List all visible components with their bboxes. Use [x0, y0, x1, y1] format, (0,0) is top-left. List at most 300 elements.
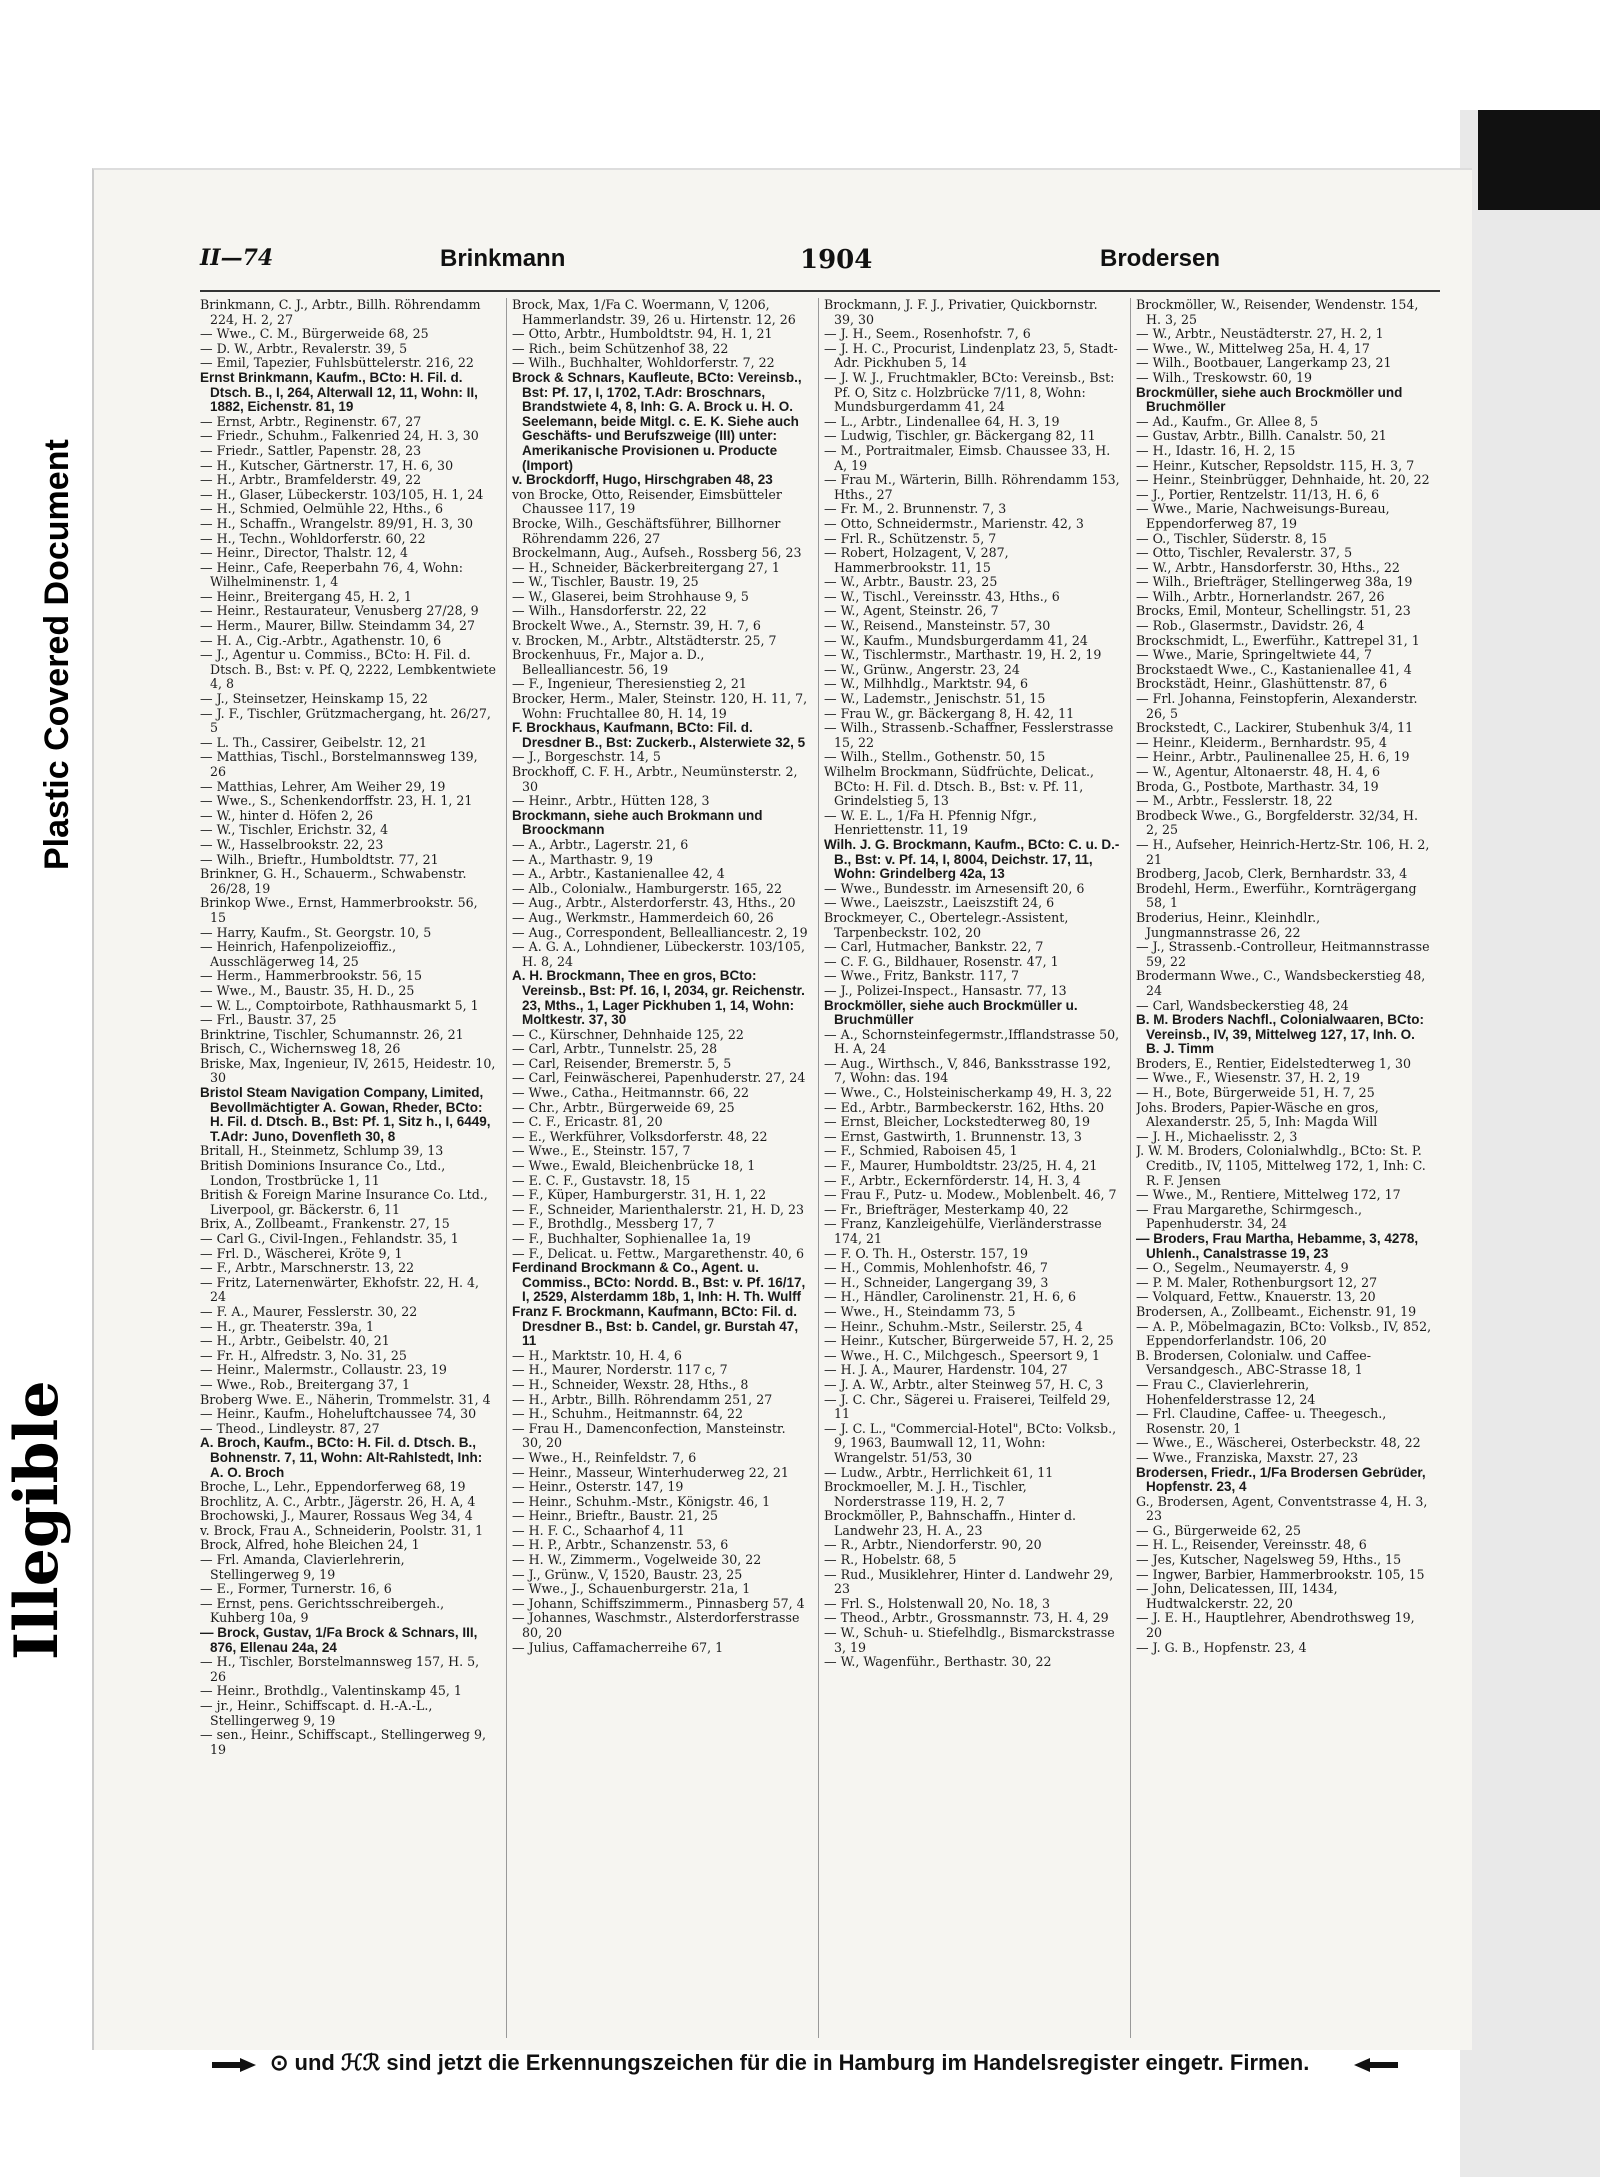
directory-entry: — Rich., beim Schützenhof 38, 22 — [512, 340, 729, 356]
directory-entry: — H. J. A., Maurer, Hardenstr. 104, 27 — [824, 1362, 1068, 1378]
directory-column-2 — [512, 298, 808, 2038]
directory-entry: — J. A. W., Arbtr., alter Steinweg 57, H. C, 3 — [824, 1376, 1104, 1392]
directory-entry: — Wwe., Catha., Heitmannstr. 66, 22 — [512, 1085, 750, 1101]
directory-entry: F. Brockhaus, Kaufmann, BCto: Fil. d. Dresdner B., Bst: Zuckerb., Alsterwiete 32, 5 — [512, 720, 806, 750]
directory-entry: — H. F. C., Schaarhof 4, 11 — [512, 1522, 685, 1538]
directory-entry: British & Foreign Marine Insurance Co. Ltd., Liverpool, gr. Bäckerstr. 6, 11 — [200, 1187, 488, 1217]
directory-entry: — Ed., Arbtr., Barmbeckerstr. 162, Hths. 20 — [824, 1099, 1105, 1115]
directory-entry: Brockelt Wwe., A., Sternstr. 39, H. 7, 6 — [512, 618, 761, 634]
directory-entry: — Wwe., H. C., Milchgesch., Speersort 9, 1 — [824, 1347, 1101, 1363]
directory-entry: — Heinr., Kleiderm., Bernhardstr. 95, 4 — [1136, 734, 1387, 750]
directory-entry: — Heinr., Arbtr., Paulinenallee 25, H. 6, 19 — [1136, 749, 1410, 765]
directory-entry: Brockmöller, W., Reisender, Wendenstr. 154, H. 3, 25 — [1136, 298, 1419, 327]
directory-entry: — Chr., Arbtr., Bürgerweide 69, 25 — [512, 1099, 735, 1115]
directory-entry: — Heinr., Steinbrügger, Dehnhaide, ht. 20, 22 — [1136, 472, 1430, 488]
directory-entry: — Robert, Holzagent, V, 287, Hammerbrookstr. 11, 15 — [824, 545, 1009, 575]
directory-entry: — J. G. B., Hopfenstr. 23, 4 — [1136, 1639, 1307, 1655]
directory-entry: — J., Agentur u. Commiss., BCto: H. Fil. d. Dtsch. B., Bst: v. Pf. Q, 2222, Lembkentwiete 4, 8 — [200, 647, 496, 692]
directory-entry: — Frl., Baustr. 37, 25 — [200, 1012, 337, 1028]
directory-entry: Brockmöller, siehe auch Brockmüller u. Bruchmüller — [824, 997, 1078, 1028]
directory-entry: — Theod., Arbtr., Grossmannstr. 73, H. 4, 29 — [824, 1610, 1109, 1626]
directory-entry: Brochowski, J., Maurer, Rossaus Weg 34, 4 — [200, 1508, 473, 1524]
directory-entry: — H., Aufseher, Heinrich-Hertz-Str. 106, H. 2, 21 — [1136, 836, 1430, 867]
directory-entry: — Wwe., Marie, Nachweisungs-Bureau, Eppendorferweg 87, 19 — [1136, 501, 1390, 531]
directory-entry: — John, Delicatessen, III, 1434, Hudtwalckerstr. 22, 20 — [1136, 1581, 1338, 1611]
directory-entry: — Wwe., C., Holsteinischerkamp 49, H. 3, 22 — [824, 1085, 1113, 1101]
page-reference: II—74 — [200, 245, 274, 271]
directory-entry: v. Brock, Frau A., Schneiderin, Poolstr. 31, 1 — [200, 1522, 484, 1538]
directory-entry: — Frau Margarethe, Schirmgesch., Papenhuderstr. 34, 24 — [1136, 1201, 1363, 1232]
directory-entry: — A. P., Möbelmagazin, BCto: Volksb., IV, 852, Eppendorferlandstr. 106, 20 — [1136, 1318, 1432, 1349]
directory-entry: — H., Idastr. 16, H. 2, 15 — [1136, 442, 1296, 458]
directory-entry: — J. H., Seem., Rosenhofstr. 7, 6 — [824, 326, 1031, 342]
directory-entry: Franz F. Brockmann, Kaufmann, BCto: Fil. d. Dresdner B., Bst: b. Candel, gr. Burstah 47, 11 — [512, 1303, 799, 1349]
directory-entry: J. W. M. Broders, Colonialwhdlg., BCto: St. P. Creditb., IV, 1105, Mittelweg 172, 1, Inh: C. R. F. Jensen — [1136, 1143, 1426, 1188]
directory-entry: — Heinrich, Hafenpolizeioffiz., Ausschlägerweg 14, 25 — [200, 939, 397, 969]
directory-entry: — H., Kutscher, Gärtnerstr. 17, H. 6, 30 — [200, 457, 454, 473]
directory-entry: Ferdinand Brockmann & Co., Agent. u. Commiss., BCto: Nordd. B., Bst: v. Pf. 16/17, I, 2529, Alsterdamm 18b, 1, Inh: H. Th. Wulff — [512, 1260, 806, 1305]
directory-entry: — Wwe., S., Schenkendorffstr. 23, H. 1, 21 — [200, 793, 473, 809]
directory-entry: B. M. Broders Nachfl., Colonialwaaren, BCto: Vereinsb., IV, 39, Mittelweg 127, 17, Inh. O. B. J. Timm — [1136, 1012, 1425, 1057]
directory-entry: Brochlitz, A. C., Arbtr., Jägerstr. 26, H. A, 4 — [200, 1493, 476, 1509]
directory-entry: — H., Arbtr., Bramfelderstr. 49, 22 — [200, 472, 422, 488]
directory-entry: — H., Commis, Mohlenhofstr. 46, 7 — [824, 1260, 1048, 1276]
directory-entry: — Frl. R., Schützenstr. 5, 7 — [824, 530, 997, 546]
directory-entry: — Heinr., Restaurateur, Venusberg 27/28, 9 — [200, 603, 479, 619]
directory-entry: — Brock, Gustav, 1/Fa Brock & Schnars, III, 876, Ellenau 24a, 24 — [200, 1625, 478, 1655]
directory-entry: Broda, G., Postbote, Marthastr. 34, 19 — [1136, 778, 1379, 794]
directory-entry: — Frl. D., Wäscherei, Kröte 9, 1 — [200, 1245, 403, 1261]
directory-entry: — D. W., Arbtr., Revalerstr. 39, 5 — [200, 340, 408, 356]
directory-entry: Brodbeck Wwe., G., Borgfelderstr. 32/34, H. 2, 25 — [1136, 807, 1418, 838]
directory-entry: — Wilh., Hansdorferstr. 22, 22 — [512, 603, 707, 619]
directory-entry: — Carl, Feinwäscherei, Papenhuderstr. 27, 24 — [512, 1070, 806, 1086]
directory-entry: — Matthias, Lehrer, Am Weiher 29, 19 — [200, 778, 446, 794]
directory-entry: Brisch, C., Wichernsweg 18, 26 — [200, 1041, 401, 1057]
directory-entry: — Otto, Tischler, Revalerstr. 37, 5 — [1136, 545, 1353, 561]
directory-entry: — Fr. M., 2. Brunnenstr. 7, 3 — [824, 501, 1007, 517]
directory-entry: — E., Werkführer, Volksdorferstr. 48, 22 — [512, 1128, 768, 1144]
directory-entry: — Ludw., Arbtr., Herrlichkeit 61, 11 — [824, 1464, 1054, 1480]
directory-entry: Brockstaedt Wwe., C., Kastanienallee 41, 4 — [1136, 661, 1412, 677]
directory-entry: — O., Tischler, Süderstr. 8, 15 — [1136, 530, 1327, 546]
side-margin — [0, 0, 90, 2177]
directory-entry: — Wwe., W., Mittelweg 25a, H. 4, 17 — [1136, 340, 1370, 356]
directory-entry: — W., Agentur, Altonaerstr. 48, H. 4, 6 — [1136, 764, 1380, 779]
directory-entry: — Ernst, Bleicher, Lockstedterweg 80, 19 — [824, 1114, 1091, 1130]
directory-entry: — Carl, Reisender, Bremerstr. 5, 5 — [512, 1055, 732, 1071]
directory-entry: Brockmann, siehe auch Brokmann und Broockmann — [512, 807, 763, 838]
directory-entry: — Herm., Maurer, Billw. Steindamm 34, 27 — [200, 618, 476, 634]
directory-entry: — Herm., Hammerbrookstr. 56, 15 — [200, 968, 422, 984]
directory-entry: — F., Schneider, Marienthalerstr. 21, H. D, 23 — [512, 1201, 804, 1217]
directory-entry: Broderius, Heinr., Kleinhdlr., Jungmannstrasse 26, 22 — [1136, 909, 1321, 940]
directory-entry: Brodersen, A., Zollbeamt., Eichenstr. 91, 19 — [1136, 1303, 1417, 1319]
directory-entry: — Fr., Briefträger, Mesterkamp 40, 22 — [824, 1201, 1069, 1217]
directory-entry: Bristol Steam Navigation Company, Limited, Bevollmächtigter A. Gowan, Rheder, BCto: H. Fil. d. Dtsch. B., Bst: Pf. 1, Sitz h., I, 6449, T.Adr: Juno, Dovenfleth 30, 8 — [200, 1085, 491, 1144]
directory-entry: — W., Tischler, Baustr. 19, 25 — [512, 574, 699, 590]
directory-entry: — Wilh., Strassenb.-Schaffner, Fesslerstrasse 15, 22 — [824, 720, 1114, 750]
directory-entry: Brockelmann, Aug., Aufseh., Rossberg 56, 23 — [512, 545, 802, 561]
directory-entry: — Julius, Caffamacherreihe 67, 1 — [512, 1639, 724, 1655]
directory-entry: British Dominions Insurance Co., Ltd., London, Trostbrücke 1, 11 — [200, 1158, 446, 1188]
directory-entry: Britall, H., Steinmetz, Schlump 39, 13 — [200, 1143, 444, 1159]
directory-entry: — Heinr., Director, Thalstr. 12, 4 — [200, 545, 409, 561]
directory-entry: — Wwe., H., Steindamm 73, 5 — [824, 1303, 1016, 1319]
directory-entry: — W. L., Comptoirbote, Rathhausmarkt 5, 1 — [200, 997, 479, 1013]
directory-entry: Brockmoeller, M. J. H., Tischler, Norderstrasse 119, H. 2, 7 — [824, 1479, 1027, 1509]
directory-entry: — J. E. H., Hauptlehrer, Abendrothsweg 19, 20 — [1136, 1610, 1415, 1641]
directory-entry: Brodermann Wwe., C., Wandsbeckerstieg 48, 24 — [1136, 968, 1426, 998]
directory-entry: — F., Arbtr., Marschnerstr. 13, 22 — [200, 1260, 415, 1276]
directory-entry: — H. L., Reisender, Vereinsstr. 48, 6 — [1136, 1537, 1367, 1553]
directory-entry: — Friedr., Schuhm., Falkenried 24, H. 3, 30 — [200, 428, 479, 444]
directory-entry: — F., Küper, Hamburgerstr. 31, H. 1, 22 — [512, 1187, 767, 1203]
directory-entry: — P. M. Maler, Rothenburgsort 12, 27 — [1136, 1274, 1378, 1290]
directory-entry: Brock, Max, 1/Fa C. Woermann, V, 1206, Hammerlandstr. 39, 26 u. Hirtenstr. 12, 26 — [512, 298, 796, 327]
footer-note: ⊙ und ℋℛ sind jetzt die Erkennungszeichen für die in Hamburg im Handelsregister eingetr. Firmen. — [270, 2050, 1310, 2075]
directory-entry: — Heinr., Brothdlg., Valentinskamp 45, 1 — [200, 1683, 462, 1699]
directory-entry: Brockstädt, Heinr., Glashüttenstr. 87, 6 — [1136, 676, 1388, 692]
directory-entry: — Carl, Hutmacher, Bankstr. 22, 7 — [824, 939, 1044, 955]
directory-entry: — Heinr., Schuhm.-Mstr., Königstr. 46, 1 — [512, 1493, 771, 1509]
directory-entry: — H., Techn., Wohldorferstr. 60, 22 — [200, 530, 426, 546]
directory-entry: — W., Agent, Steinstr. 26, 7 — [824, 603, 999, 619]
directory-entry: — C. F., Ericastr. 81, 20 — [512, 1114, 663, 1130]
directory-entry: — H. P., Arbtr., Schanzenstr. 53, 6 — [512, 1537, 729, 1553]
directory-entry: — H., Schneider, Wexstr. 28, Hths., 8 — [512, 1376, 749, 1392]
directory-entry: — H., Schmied, Oelmühle 22, Hths., 6 — [200, 501, 443, 517]
directory-entry: Brockmann, J. F. J., Privatier, Quickbornstr. 39, 30 — [824, 298, 1098, 327]
directory-entry: v. Brocken, M., Arbtr., Altstädterstr. 25, 7 — [512, 632, 777, 648]
directory-entry: — F., Buchhalter, Sophienallee 1a, 19 — [512, 1231, 751, 1246]
directory-entry: — Wwe., F., Wiesenstr. 37, H. 2, 19 — [1136, 1070, 1361, 1086]
directory-entry: — F., Brothdlg., Messberg 17, 7 — [512, 1216, 715, 1232]
directory-entry: — Carl, Arbtr., Tunnelstr. 25, 28 — [512, 1041, 718, 1057]
directory-entry: — J. F., Tischler, Grützmachergang, ht. 26/27, 5 — [200, 705, 491, 736]
directory-entry: — W., Tischler, Erichstr. 32, 4 — [200, 822, 389, 838]
directory-entry: — J., Portier, Rentzelstr. 11/13, H. 6, 6 — [1136, 486, 1380, 502]
directory-entry: — Wilh., Briefträger, Stellingerweg 38a, 19 — [1136, 574, 1413, 590]
directory-entry: — J., Borgeschstr. 14, 5 — [512, 749, 661, 765]
directory-entry: — jr., Heinr., Schiffscapt. d. H.-A.-L., Stellingerweg 9, 19 — [200, 1698, 433, 1728]
directory-entry: Wilh. J. G. Brockmann, Kaufm., BCto: C. u. D.-B., Bst: v. Pf. 14, I, 8004, Deichstr. 17, 11, Wohn: Grindelberg 42a, 13 — [824, 836, 1120, 882]
directory-entry: Brockmüller, siehe auch Brockmöller und Bruchmöller — [1136, 384, 1403, 415]
directory-entry: — F., Delicat. u. Fettw., Margarethenstr. 40, 6 — [512, 1245, 805, 1261]
directory-entry: — J., Strassenb.-Controlleur, Heitmannstrasse 59, 22 — [1136, 939, 1430, 969]
directory-entry: — A., Arbtr., Kastanienallee 42, 4 — [512, 866, 725, 882]
directory-entry: — A., Marthastr. 9, 19 — [512, 851, 654, 867]
directory-entry: von Brocke, Otto, Reisender, Eimsbütteler Chaussee 117, 19 — [512, 486, 782, 517]
directory-entry: — Wwe., Bundesstr. im Arnesensift 20, 6 — [824, 880, 1085, 896]
directory-entry: G., Brodersen, Agent, Conventstrasse 4, H. 3, 23 — [1136, 1493, 1428, 1524]
page-footer — [210, 2050, 1440, 2086]
directory-entry: Wilhelm Brockmann, Südfrüchte, Delicat., BCto: H. Fil. d. Dtsch. B., Bst: v. Pf. 11, Grindelstieg 5, 13 — [824, 764, 1095, 809]
directory-entry: — W., Glaserei, beim Strohhause 9, 5 — [512, 588, 749, 604]
directory-entry: — Heinr., Brieftr., Baustr. 21, 25 — [512, 1508, 719, 1524]
directory-entry: — Wwe., Ewald, Bleichenbrücke 18, 1 — [512, 1158, 756, 1174]
directory-entry: — Wilh., Buchhalter, Wohldorferstr. 7, 22 — [512, 355, 775, 371]
directory-entry: — M., Portraitmaler, Eimsb. Chaussee 33, H. A, 19 — [824, 442, 1111, 473]
directory-entry: Brockmeyer, C., Obertelegr.-Assistent, Tarpenbeckstr. 102, 20 — [824, 909, 1069, 940]
directory-entry: — H., Marktstr. 10, H. 4, 6 — [512, 1347, 682, 1363]
directory-entry: — Wwe., Franziska, Maxstr. 27, 23 — [1136, 1449, 1359, 1465]
directory-entry: — F., Arbtr., Eckernförderstr. 14, H. 3, 4 — [824, 1172, 1081, 1188]
directory-entry: — Wwe., C. M., Bürgerweide 68, 25 — [200, 326, 429, 342]
directory-entry: Brodberg, Jacob, Clerk, Bernhardstr. 33, 4 — [1136, 866, 1408, 882]
directory-entry: — Aug., Correspondent, Bellealliancestr. 2, 19 — [512, 924, 808, 940]
directory-entry: — Jes, Kutscher, Nagelsweg 59, Hths., 15 — [1136, 1552, 1402, 1568]
directory-entry: A. Broch, Kaufm., BCto: H. Fil. d. Dtsch. B., Bohnenstr. 7, 11, Wohn: Alt-Rahlstedt, Inh: A. O. Broch — [200, 1435, 483, 1480]
directory-entry: — A., Arbtr., Lagerstr. 21, 6 — [512, 836, 689, 852]
directory-entry: — Frl. Claudine, Caffee- u. Theegesch., Rosenstr. 20, 1 — [1136, 1406, 1387, 1436]
directory-entry: — Wwe., Laeiszstr., Laeiszstift 24, 6 — [824, 895, 1055, 911]
directory-entry: — Ernst, Arbtr., Reginenstr. 67, 27 — [200, 413, 422, 429]
directory-entry: — Aug., Wirthsch., V, 846, Banksstrasse 192, 7, Wohn: das. 194 — [824, 1055, 1111, 1086]
directory-entry: Johs. Broders, Papier-Wäsche en gros, Alexanderstr. 25, 5, Inh: Magda Will — [1136, 1099, 1379, 1130]
directory-entry: — Ingwer, Barbier, Hammerbrookstr. 105, 15 — [1136, 1566, 1425, 1582]
directory-entry: — J. C. Chr., Sägerei u. Fraiserei, Teilfeld 29, 11 — [824, 1391, 1111, 1422]
directory-entry: — Fritz, Laternenwärter, Ekhofstr. 22, H. 4, 24 — [200, 1274, 480, 1305]
directory-entry: — Fr. H., Alfredstr. 3, No. 31, 25 — [200, 1347, 407, 1363]
plastic-covered-label: Plastic Covered Document — [38, 439, 76, 870]
directory-entry: Brinkner, G. H., Schauerm., Schwabenstr. 26/28, 19 — [200, 866, 467, 896]
directory-entry: — W., Wagenführ., Berthastr. 30, 22 — [824, 1654, 1052, 1670]
directory-entry: — Wilh., Treskowstr. 60, 19 — [1136, 369, 1313, 385]
directory-entry: — W., Milhhdlg., Marktstr. 94, 6 — [824, 676, 1029, 692]
directory-entry: — Frau W., gr. Bäckergang 8, H. 42, 11 — [824, 705, 1075, 721]
directory-entry: — W., Arbtr., Baustr. 23, 25 — [824, 574, 998, 590]
directory-entry: — Heinr., Cafe, Reeperbahn 76, 4, Wohn: Wilhelminenstr. 1, 4 — [200, 559, 463, 590]
directory-entry: v. Brockdorff, Hugo, Hirschgraben 48, 23 — [512, 472, 773, 488]
directory-entry: — Wilh., Stellm., Gothenstr. 50, 15 — [824, 749, 1046, 765]
directory-entry: — Heinr., Arbtr., Hütten 128, 3 — [512, 793, 710, 809]
directory-entry: — H. W., Zimmerm., Vogelweide 30, 22 — [512, 1552, 762, 1568]
directory-entry: — H., Bote, Bürgerweide 51, H. 7, 25 — [1136, 1085, 1375, 1101]
directory-entry: — W., Reisend., Mansteinstr. 57, 30 — [824, 618, 1051, 634]
directory-entry: — E., Former, Turnerstr. 16, 6 — [200, 1581, 392, 1597]
header-rule — [200, 290, 1440, 292]
directory-entry: — W., Schuh- u. Stiefelhdlg., Bismarckstrasse 3, 19 — [824, 1625, 1115, 1655]
directory-entry: — C., Kürschner, Dehnhaide 125, 22 — [512, 1026, 744, 1042]
page-header — [200, 245, 1440, 279]
directory-entry: — Wwe., E., Wäscherei, Osterbeckstr. 48, 22 — [1136, 1435, 1421, 1451]
directory-entry: Brinkop Wwe., Ernst, Hammerbrookstr. 56, 15 — [200, 895, 478, 925]
directory-entry: — L., Arbtr., Lindenallee 64, H. 3, 19 — [824, 413, 1060, 429]
directory-entry: Brodersen, Friedr., 1/Fa Brodersen Gebrüder, Hopfenstr. 23, 4 — [1136, 1464, 1426, 1495]
directory-entry: — Carl G., Civil-Ingen., Fehlandstr. 35, 1 — [200, 1231, 459, 1246]
directory-entry: — Johannes, Waschmstr., Alsterdorferstrasse 80, 20 — [512, 1610, 800, 1641]
directory-entry: Brockschmidt, L., Ewerführ., Kattrepel 31, 1 — [1136, 632, 1420, 648]
directory-entry: — Heinr., Malermstr., Collaustr. 23, 19 — [200, 1362, 447, 1378]
directory-entry: — H., Schneider, Bäckerbreitergang 27, 1 — [512, 559, 780, 575]
directory-entry: — J. H. C., Procurist, Lindenplatz 23, 5, Stadt-Adr. Pickhuben 5, 14 — [824, 340, 1118, 371]
directory-entry: Brockmöller, P., Bahnschaffn., Hinter d. Landwehr 23, H. A., 23 — [824, 1508, 1077, 1538]
directory-entry: — R., Arbtr., Niendorferstr. 90, 20 — [824, 1537, 1042, 1553]
directory-entry: — Franz, Kanzleigehülfe, Vierländerstrasse 174, 21 — [824, 1216, 1102, 1246]
directory-entry: — H., Arbtr., Geibelstr. 40, 21 — [200, 1333, 390, 1349]
directory-entry: — Johann, Schiffszimmerm., Pinnasberg 57, 4 — [512, 1595, 805, 1611]
directory-entry: — Matthias, Tischl., Borstelmannsweg 139, 26 — [200, 749, 478, 779]
directory-entry: — J., Steinsetzer, Heinskamp 15, 22 — [200, 691, 428, 707]
directory-entry: — W., Arbtr., Hansdorferstr. 30, Hths., 22 — [1136, 559, 1400, 575]
directory-entry: Brinktrine, Tischler, Schumannstr. 26, 21 — [200, 1026, 464, 1042]
directory-entry: — H., Maurer, Norderstr. 117 c, 7 — [512, 1362, 728, 1378]
directory-entry: — Aug., Werkmstr., Hammerdeich 60, 26 — [512, 909, 774, 925]
header-right-name: Brodersen — [1100, 245, 1221, 272]
directory-entry: — H., gr. Theaterstr. 39a, 1 — [200, 1318, 375, 1334]
directory-entry: — C. F. G., Bildhauer, Rosenstr. 47, 1 — [824, 953, 1059, 969]
directory-entry: Brinkmann, C. J., Arbtr., Billh. Röhrendamm 224, H. 2, 27 — [200, 298, 481, 327]
directory-entry: Brock & Schnars, Kaufleute, BCto: Vereinsb., Bst: Pf. 17, I, 1702, T.Adr: Broschnars, Brandstwiete 4, 8, Inh: G. A. Brock u. H. O. Seelemann, beide Mitgl. c. E. K. Siehe auch Geschäfts- und Berufszweige (III) unter: Amerikanische Provisionen u. Producte (Import) — [512, 369, 802, 473]
directory-entry: Broberg Wwe. E., Näherin, Trommelstr. 31, 4 — [200, 1391, 491, 1407]
directory-entry: Brock, Alfred, hohe Bleichen 24, 1 — [200, 1537, 420, 1553]
directory-entry: — Wwe., Rob., Breitergang 37, 1 — [200, 1376, 410, 1392]
directory-column-4 — [1136, 298, 1432, 2038]
directory-entry: — Frau F., Putz- u. Modew., Moblenbelt. 46, 7 — [824, 1187, 1117, 1203]
pointing-hand-icon — [210, 2050, 260, 2080]
directory-entry: — M., Arbtr., Fesslerstr. 18, 22 — [1136, 793, 1333, 809]
header-year: 1904 — [800, 245, 873, 275]
directory-entry: — Frl. Amanda, Clavierlehrerin, Stellingerweg 9, 19 — [200, 1552, 405, 1582]
directory-entry: — W., Lademstr., Jenischstr. 51, 15 — [824, 691, 1046, 707]
directory-entry: Brockhoff, C. F. H., Arbtr., Neumünsterstr. 2, 30 — [512, 764, 798, 794]
directory-entry: — Friedr., Sattler, Papenstr. 28, 23 — [200, 442, 422, 458]
directory-entry: — E. C. F., Gustavstr. 18, 15 — [512, 1172, 691, 1188]
directory-entry: — Broders, Frau Martha, Hebamme, 3, 4278, Uhlenh., Canalstrasse 19, 23 — [1136, 1231, 1419, 1261]
directory-entry: Brix, A., Zollbeamt., Frankenstr. 27, 15 — [200, 1216, 450, 1232]
directory-entry: — F., Ingenieur, Theresienstieg 2, 21 — [512, 676, 747, 692]
pointing-hand-icon — [1350, 2050, 1400, 2080]
directory-entry: A. H. Brockmann, Thee en gros, BCto: Vereinsb., Bst: Pf. 16, I, 2034, gr. Reichenstr. 23, Mths., 1, Lager Pickhuben 1, 14, Wohn: Moltkestr. 37, 30 — [512, 968, 805, 1028]
directory-entry: — J. H., Michaelisstr. 2, 3 — [1136, 1128, 1298, 1144]
header-left-name: Brinkmann — [440, 245, 566, 272]
directory-entry: — Ernst, pens. Gerichtsschreibergeh., Kuhberg 10a, 9 — [200, 1595, 445, 1626]
directory-entry: — Wwe., Fritz, Bankstr. 117, 7 — [824, 968, 1019, 984]
directory-entry: — Wwe., H., Reinfeldstr. 7, 6 — [512, 1449, 697, 1465]
directory-entry: — L. Th., Cassirer, Geibelstr. 12, 21 — [200, 734, 428, 750]
directory-entry: Brockenhuus, Fr., Major a. D., Bellealliancestr. 56, 19 — [512, 647, 705, 677]
directory-entry: — J. W. J., Fruchtmakler, BCto: Vereinsb., Bst: Pf. O, Sitz c. Holzbrücke 7/11, 8, Wohn: Mundsburgerdamm 41, 24 — [824, 369, 1115, 415]
directory-entry: — W., Grünw., Angerstr. 23, 24 — [824, 661, 1020, 677]
directory-entry: Ernst Brinkmann, Kaufm., BCto: H. Fil. d. Dtsch. B., I, 264, Alterwall 12, 11, Wohn: II, 1882, Eichenstr. 81, 19 — [200, 369, 478, 415]
directory-entry: Brocker, Herm., Maler, Steinstr. 120, H. 11, 7, Wohn: Fruchtallee 80, H. 14, 19 — [512, 691, 808, 721]
directory-entry: — F. A., Maurer, Fesslerstr. 30, 22 — [200, 1303, 418, 1319]
directory-entry: — H., Glaser, Lübeckerstr. 103/105, H. 1, 24 — [200, 486, 484, 502]
directory-entry: — Wwe., M., Rentiere, Mittelweg 172, 17 — [1136, 1187, 1401, 1203]
directory-entry: — Wwe., Marie, Springeltwiete 44, 7 — [1136, 647, 1372, 663]
directory-entry: — sen., Heinr., Schiffscapt., Stellingerweg 9, 19 — [200, 1727, 486, 1757]
directory-entry: — Heinr., Schuhm.-Mstr., Seilerstr. 25, 4 — [824, 1318, 1083, 1334]
directory-entry: — H., Händler, Carolinenstr. 21, H. 6, 6 — [824, 1289, 1077, 1305]
directory-entry: — W., Tischlermstr., Marthastr. 19, H. 2, 19 — [824, 647, 1102, 663]
directory-entry: — Carl, Wandsbeckerstieg 48, 24 — [1136, 997, 1349, 1013]
directory-entry: — Wwe., E., Steinstr. 157, 7 — [512, 1143, 691, 1159]
directory-entry: — W., Arbtr., Neustädterstr. 27, H. 2, 1 — [1136, 326, 1384, 342]
directory-entry: — J. C. L., "Commercial-Hotel", BCto: Volksb., 9, 1963, Baumwall 12, 11, Wohn: Wrangelstr. 51/53, 30 — [824, 1420, 1117, 1465]
directory-entry: — Theod., Lindleystr. 87, 27 — [200, 1420, 380, 1436]
directory-entry: — Ad., Kaufm., Gr. Allee 8, 5 — [1136, 413, 1319, 429]
directory-entry: — Volquard, Fettw., Knauerstr. 13, 20 — [1136, 1289, 1376, 1305]
column-divider — [506, 298, 507, 2038]
black-edge-tab — [1478, 110, 1600, 210]
directory-entry: Brodehl, Herm., Ewerführ., Kornträgergang 58, 1 — [1136, 880, 1417, 911]
directory-entry: — R., Hobelstr. 68, 5 — [824, 1552, 957, 1568]
directory-entry: — Frl. Johanna, Feinstopferin, Alexanderstr. 26, 5 — [1136, 691, 1418, 721]
directory-entry: — Emil, Tapezier, Fuhlsbüttelerstr. 216, 22 — [200, 355, 474, 371]
directory-entry: — H., Schaffn., Wrangelstr. 89/91, H. 3, 30 — [200, 515, 474, 531]
directory-entry: — Aug., Arbtr., Alsterdorferstr. 43, Hths., 20 — [512, 895, 796, 911]
directory-entry: — O., Segelm., Neumayerstr. 4, 9 — [1136, 1260, 1349, 1276]
right-page-edge — [1460, 110, 1600, 2177]
directory-column-1 — [200, 298, 496, 2038]
directory-entry: — W., Tischl., Vereinsstr. 43, Hths., 6 — [824, 588, 1060, 604]
directory-entry: — Wilh., Brieftr., Humboldtstr. 77, 21 — [200, 851, 439, 867]
column-divider — [1130, 298, 1131, 2038]
directory-entry: — Frau M., Wärterin, Billh. Röhrendamm 153, Hths., 27 — [824, 472, 1120, 502]
illegible-label: Illegible — [2, 1380, 72, 1660]
directory-entry: Brocks, Emil, Monteur, Schellingstr. 51, 23 — [1136, 603, 1411, 619]
directory-entry: — Heinr., Kutscher, Repsoldstr. 115, H. 3, 7 — [1136, 457, 1415, 473]
directory-entry: — Rob., Glasermstr., Davidstr. 26, 4 — [1136, 618, 1365, 634]
directory-entry: — W., Hasselbrookstr. 22, 23 — [200, 836, 384, 852]
directory-entry: — Ernst, Gastwirth, 1. Brunnenstr. 13, 3 — [824, 1128, 1082, 1144]
directory-entry: — Gustav, Arbtr., Billh. Canalstr. 50, 21 — [1136, 428, 1387, 444]
directory-entry: — Harry, Kaufm., St. Georgstr. 10, 5 — [200, 924, 432, 940]
directory-entry: — F. O. Th. H., Osterstr. 157, 19 — [824, 1245, 1029, 1261]
directory-entry: — Heinr., Osterstr. 147, 19 — [512, 1479, 684, 1495]
directory-entry: — F., Maurer, Humboldtstr. 23/25, H. 4, 21 — [824, 1158, 1098, 1174]
directory-entry: — Otto, Arbtr., Humboldtstr. 94, H. 1, 21 — [512, 326, 773, 342]
directory-entry: — H., Schuhm., Heitmannstr. 64, 22 — [512, 1406, 743, 1422]
directory-entry: — Frau H., Damenconfection, Mansteinstr. 30, 20 — [512, 1420, 786, 1451]
directory-entry: — Heinr., Masseur, Winterhuderweg 22, 21 — [512, 1464, 789, 1480]
directory-entry: — Otto, Schneidermstr., Marienstr. 42, 3 — [824, 515, 1084, 531]
directory-entry: — A. G. A., Lohndiener, Lübeckerstr. 103/105, H. 8, 24 — [512, 939, 805, 969]
directory-entry: — Rud., Musiklehrer, Hinter d. Landwehr 29, 23 — [824, 1566, 1114, 1597]
directory-column-3 — [824, 298, 1120, 2038]
directory-entry: Briske, Max, Ingenieur, IV, 2615, Heidestr. 10, 30 — [200, 1055, 496, 1086]
directory-entry: — H., Schneider, Langergang 39, 3 — [824, 1274, 1049, 1290]
directory-entry: — W., hinter d. Höfen 2, 26 — [200, 807, 374, 823]
directory-entry: — Wilh., Bootbauer, Langerkamp 23, 21 — [1136, 355, 1392, 371]
directory-entry: Brocke, Wilh., Geschäftsführer, Billhorner Röhrendamm 226, 27 — [512, 515, 781, 546]
directory-entry: — Heinr., Kutscher, Bürgerweide 57, H. 2, 25 — [824, 1333, 1114, 1349]
directory-entry: — G., Bürgerweide 62, 25 — [1136, 1522, 1301, 1538]
directory-entry: — W. E. L., 1/Fa H. Pfennig Nfgr., Henriettenstr. 11, 19 — [824, 807, 1037, 838]
directory-entry: — Ludwig, Tischler, gr. Bäckergang 82, 11 — [824, 428, 1096, 444]
directory-entry: — Wilh., Arbtr., Hornerlandstr. 267, 26 — [1136, 588, 1385, 604]
directory-entry: Brockstedt, C., Lackirer, Stubenhuk 3/4, 11 — [1136, 720, 1414, 736]
directory-entry: — Frau C., Clavierlehrerin, Hohenfelderstrasse 12, 24 — [1136, 1376, 1316, 1407]
directory-entry: — Heinr., Breitergang 45, H. 2, 1 — [200, 588, 412, 604]
directory-entry: — A., Schornsteinfegermstr.,Ifflandstrasse 50, H. A, 24 — [824, 1026, 1120, 1057]
directory-entry: — J., Grünw., V, 1520, Baustr. 23, 25 — [512, 1566, 743, 1582]
directory-entry: — Frl. S., Holstenwall 20, No. 18, 3 — [824, 1595, 1051, 1611]
directory-entry: Broche, L., Lehr., Eppendorferweg 68, 19 — [200, 1479, 466, 1495]
directory-entry: — J., Polizei-Inspect., Hansastr. 77, 13 — [824, 982, 1067, 998]
column-divider — [818, 298, 819, 2038]
directory-entry: — H. A., Cig.-Arbtr., Agathenstr. 10, 6 — [200, 632, 442, 648]
directory-entry: Broders, E., Rentier, Eidelstedterweg 1, 30 — [1136, 1055, 1411, 1071]
directory-entry: — W., Kaufm., Mundsburgerdamm 41, 24 — [824, 632, 1088, 648]
directory-entry: — Wwe., J., Schauenburgerstr. 21a, 1 — [512, 1581, 751, 1597]
directory-entry: — H., Tischler, Borstelmannsweg 157, H. 5, 26 — [200, 1654, 480, 1684]
directory-entry: — Alb., Colonialw., Hamburgerstr. 165, 22 — [512, 880, 782, 896]
directory-entry: — Heinr., Kaufm., Hoheluftchaussee 74, 30 — [200, 1406, 477, 1422]
directory-entry: — F., Schmied, Raboisen 45, 1 — [824, 1143, 1018, 1159]
directory-entry: — Wwe., M., Baustr. 35, H. D., 25 — [200, 982, 415, 998]
